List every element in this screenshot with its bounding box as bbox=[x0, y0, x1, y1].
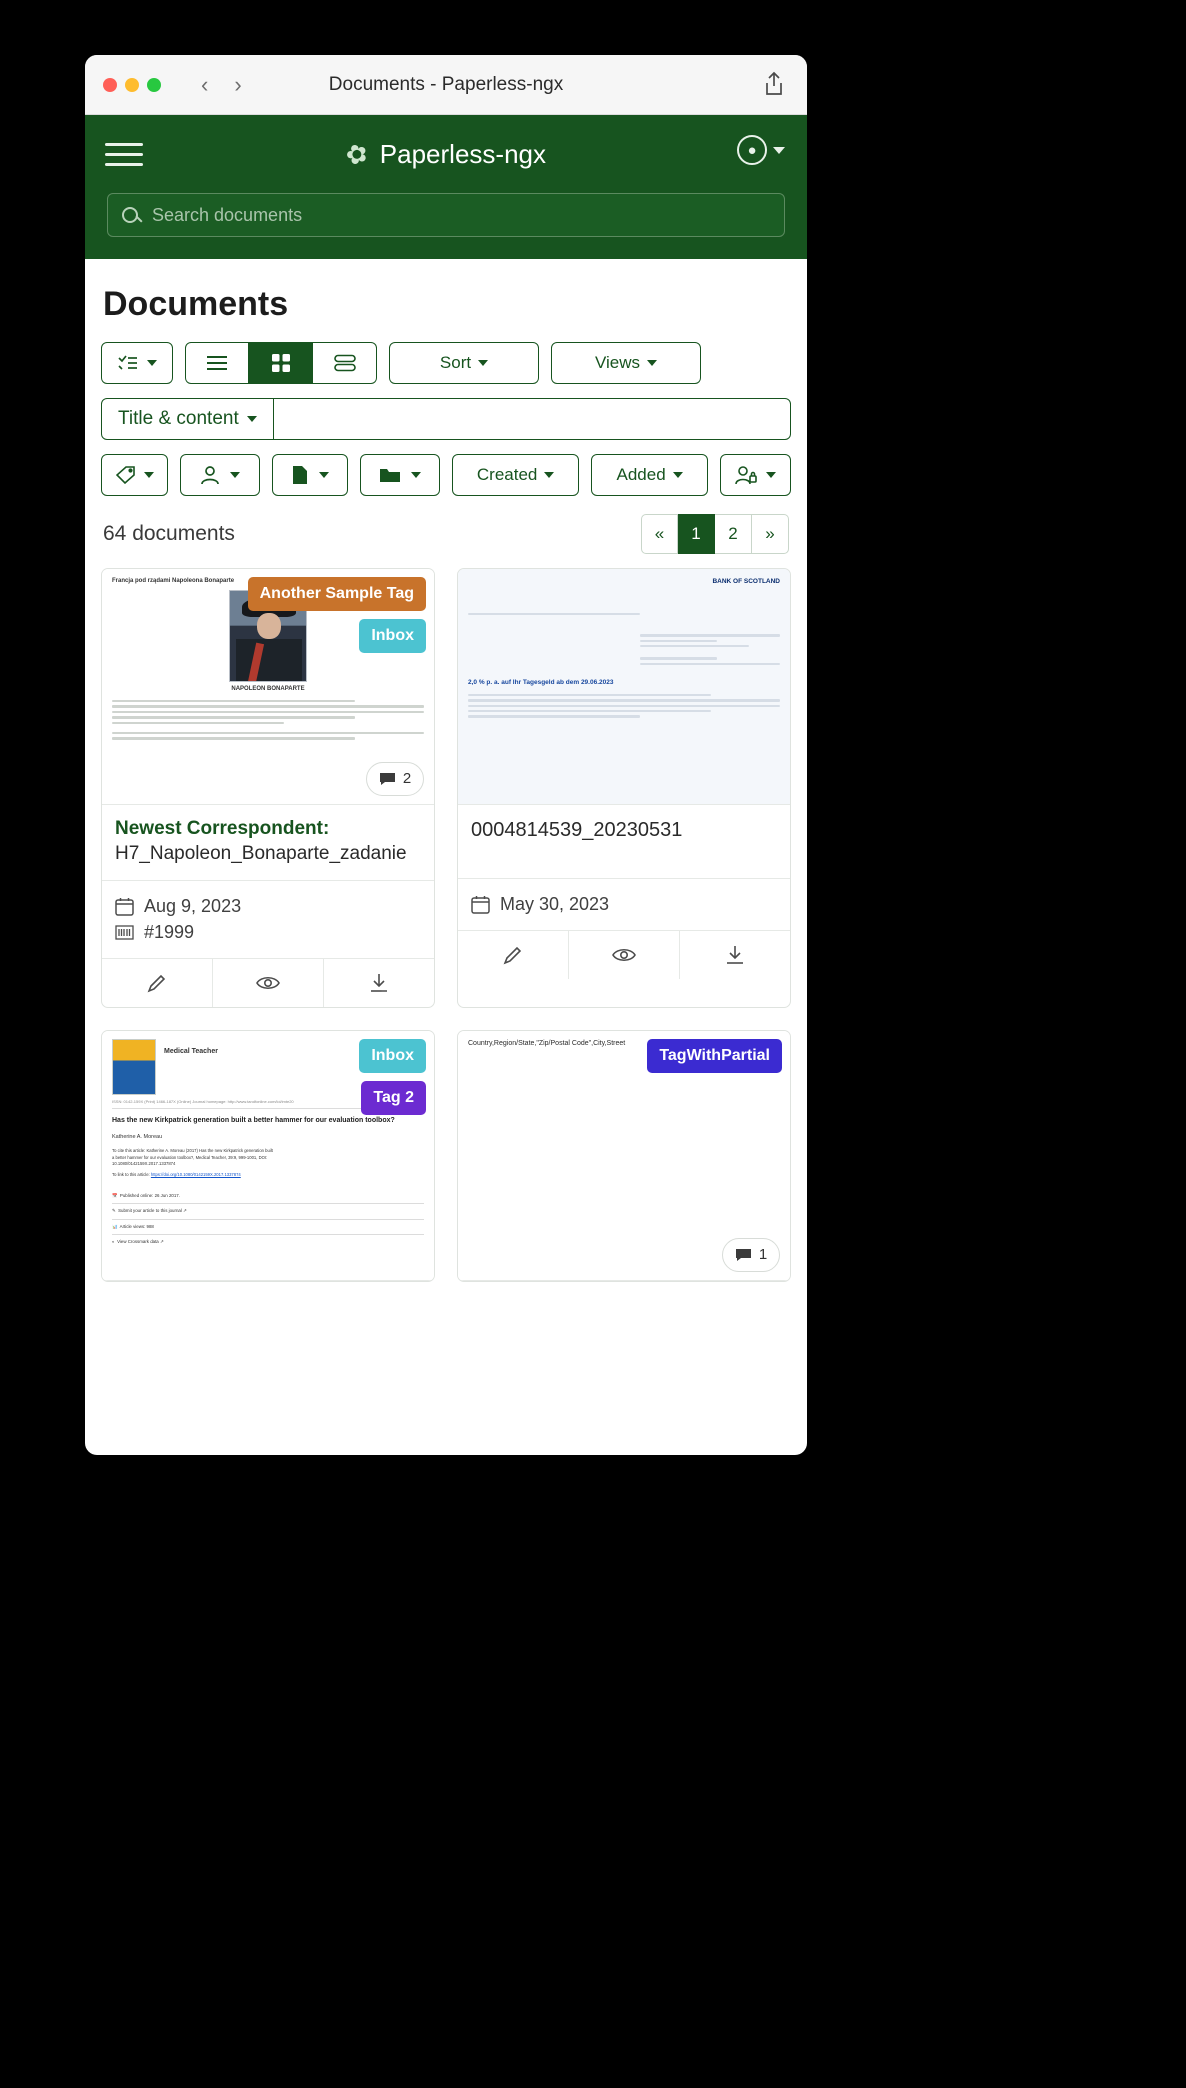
edit-icon[interactable] bbox=[102, 959, 213, 1007]
brand-name: Paperless-ngx bbox=[379, 138, 546, 169]
title-content-label: Title & content bbox=[118, 408, 239, 429]
status-badge[interactable]: Inbox bbox=[359, 1039, 426, 1073]
status-badge[interactable]: Another Sample Tag bbox=[248, 577, 426, 611]
document-count: 64 documents bbox=[103, 522, 235, 545]
document-actions[interactable] bbox=[102, 958, 434, 1007]
filter-tags-dropdown[interactable] bbox=[101, 454, 168, 496]
main-content bbox=[85, 259, 807, 1292]
view-detail-button[interactable] bbox=[313, 342, 377, 384]
created-date-row bbox=[115, 896, 421, 917]
chevron-down-icon bbox=[647, 360, 657, 366]
pagination-next[interactable]: » bbox=[752, 514, 789, 554]
filter-created-dropdown[interactable] bbox=[452, 454, 579, 496]
view-icon[interactable] bbox=[213, 959, 324, 1007]
calendar-icon bbox=[115, 897, 134, 916]
title-content-dropdown[interactable] bbox=[102, 399, 274, 439]
comment-icon bbox=[735, 1248, 752, 1262]
barcode-icon bbox=[115, 924, 134, 941]
comment-count-value: 1 bbox=[758, 1246, 768, 1264]
share-icon[interactable] bbox=[763, 71, 785, 97]
tag-list bbox=[248, 577, 426, 653]
document-title-area[interactable]: Newest Correspondent: H7_Napoleon_Bonaparte_zadanie bbox=[102, 805, 434, 880]
comment-count[interactable] bbox=[722, 1238, 780, 1272]
account-menu[interactable] bbox=[737, 135, 785, 165]
document-card[interactable] bbox=[101, 568, 435, 1008]
journal-cover-image bbox=[112, 1039, 156, 1095]
filter-added-dropdown[interactable] bbox=[591, 454, 708, 496]
leaf-logo-icon: ✿ bbox=[341, 135, 373, 172]
chevron-down-icon bbox=[230, 472, 240, 478]
status-badge[interactable]: Tag 2 bbox=[361, 1081, 426, 1115]
person-icon bbox=[200, 465, 220, 485]
views-label: Views bbox=[594, 353, 641, 372]
thumbnail-caption: NAPOLEON BONAPARTE bbox=[231, 686, 305, 692]
person-lock-icon bbox=[735, 465, 757, 485]
thumbnail-heading: Medical Teacher bbox=[164, 1048, 218, 1056]
brand bbox=[85, 135, 807, 172]
status-badge[interactable]: Inbox bbox=[359, 619, 426, 653]
comment-count[interactable] bbox=[366, 762, 424, 796]
tag-list bbox=[359, 1039, 426, 1115]
list-view-icon bbox=[206, 355, 228, 371]
thumbnail-author: Katherine A. Moreau bbox=[112, 1134, 163, 1141]
download-icon[interactable] bbox=[324, 959, 434, 1007]
app-header bbox=[85, 115, 807, 259]
folder-icon bbox=[379, 466, 401, 484]
pagination-prev[interactable]: « bbox=[641, 514, 678, 554]
view-grid-button[interactable] bbox=[249, 342, 313, 384]
document-thumbnail[interactable]: Medical Teacher ISSN: 0142-159X (Print) 1466-187X (Online) Journal homepage: http://www.tandfonline.com/loi/imte20 Has the new Kirkpatrick generation built a better hammer for our evaluation toolbox? Katherine A. Moreau To cite this article: Katherine A. Moreau (2017) Has the new Kirkpatrick generation built a better hammer for our evaluation toolbox?, Medical Teacher, 39:9, 999-1001, DOI: 10.1080/0142159X.2017.1337874 To link to this article: https://doi.org/10.1080/0142159X.2017.1337874 📅 Published online: 26 Jun 2017. ✎ Submit your article to this journal ↗ 📊 Article views: 988 ◐ View Crossmark data ↗ Inbox Tag 2 bbox=[102, 1031, 434, 1281]
title-content-filter[interactable] bbox=[101, 398, 791, 440]
pagination[interactable] bbox=[641, 514, 789, 554]
thumbnail-caption: Has the new Kirkpatrick generation built a better hammer for our evaluation toolbox? bbox=[112, 1117, 395, 1125]
chevron-down-icon bbox=[147, 360, 157, 366]
page-title-bar: Documents - Paperless-ngx bbox=[328, 73, 564, 95]
chevron-right-icon[interactable]: › bbox=[234, 71, 242, 97]
document-title[interactable]: H7_Napoleon_Bonaparte_zadanie bbox=[115, 842, 407, 864]
status-badge[interactable]: TagWithPartial bbox=[647, 1039, 782, 1073]
created-label: Created bbox=[476, 465, 538, 484]
document-title[interactable]: 0004814539_20230531 bbox=[471, 819, 683, 841]
chevron-down-icon[interactable] bbox=[773, 147, 785, 154]
detail-view-icon bbox=[334, 354, 356, 372]
document-card[interactable] bbox=[457, 568, 791, 1008]
window-titlebar bbox=[85, 55, 807, 115]
filter-permissions-dropdown[interactable] bbox=[720, 454, 791, 496]
calendar-icon bbox=[471, 895, 490, 914]
document-thumbnail[interactable] bbox=[458, 1031, 790, 1281]
chevron-down-icon bbox=[144, 472, 154, 478]
pagination-page-1[interactable]: 1 bbox=[678, 514, 715, 554]
thumbnail-heading: Country,Region/State,"Zip/Postal Code",City,Street bbox=[468, 1040, 626, 1048]
sort-label: Sort bbox=[439, 353, 472, 372]
sort-button[interactable] bbox=[389, 342, 539, 384]
results-summary-row bbox=[103, 514, 789, 554]
hamburger-icon[interactable] bbox=[105, 136, 143, 173]
download-icon[interactable] bbox=[680, 931, 790, 979]
checklist-icon bbox=[118, 355, 138, 371]
chevron-down-icon bbox=[673, 472, 683, 478]
created-date-row bbox=[471, 894, 777, 915]
toolbar-row-filters bbox=[101, 454, 791, 496]
tag-icon bbox=[116, 466, 136, 484]
filter-storage-path-dropdown[interactable] bbox=[360, 454, 440, 496]
grid-view-icon bbox=[271, 353, 291, 373]
chevron-down-icon bbox=[478, 360, 488, 366]
correspondent-label[interactable]: Newest Correspondent bbox=[115, 818, 323, 839]
search-icon bbox=[122, 207, 138, 223]
chevron-left-icon[interactable]: ‹ bbox=[201, 71, 209, 97]
thumbnail-heading: BANK OF SCOTLAND bbox=[712, 578, 780, 585]
pagination-page-2[interactable]: 2 bbox=[715, 514, 752, 554]
document-card[interactable] bbox=[457, 1030, 791, 1282]
view-icon[interactable] bbox=[569, 931, 680, 979]
chevron-down-icon bbox=[247, 416, 257, 422]
created-date: Aug 9, 2023 bbox=[144, 896, 242, 917]
document-meta bbox=[102, 880, 434, 958]
thumbnail-caption: 2,0 % p. a. auf Ihr Tagesgeld ab dem 29.06.2023 bbox=[468, 679, 614, 687]
chevron-down-icon bbox=[411, 472, 421, 478]
search-input[interactable] bbox=[150, 204, 770, 227]
document-card[interactable] bbox=[101, 1030, 435, 1282]
filter-correspondent-dropdown[interactable] bbox=[180, 454, 260, 496]
document-thumbnail[interactable] bbox=[102, 569, 434, 805]
toolbar-row-primary bbox=[101, 342, 791, 384]
views-button[interactable] bbox=[551, 342, 701, 384]
comment-count-value: 2 bbox=[402, 769, 412, 787]
document-thumbnail[interactable] bbox=[458, 569, 790, 805]
asn-value: #1999 bbox=[144, 922, 195, 943]
select-documents-dropdown[interactable] bbox=[101, 342, 173, 384]
document-actions[interactable] bbox=[458, 930, 790, 979]
tag-list bbox=[647, 1039, 782, 1073]
chevron-down-icon bbox=[319, 472, 329, 478]
chevron-down-icon bbox=[766, 472, 776, 478]
created-date: May 30, 2023 bbox=[500, 894, 610, 914]
chevron-down-icon bbox=[544, 472, 554, 478]
asn-row bbox=[115, 922, 421, 943]
view-list-button[interactable] bbox=[185, 342, 249, 384]
filter-document-type-dropdown[interactable] bbox=[272, 454, 348, 496]
comment-icon bbox=[379, 772, 396, 786]
user-circle-icon[interactable]: ● bbox=[737, 135, 767, 165]
toolbar-row-search-field bbox=[101, 398, 791, 440]
view-mode-group[interactable] bbox=[185, 342, 377, 384]
added-label: Added bbox=[616, 465, 666, 484]
thumbnail-heading: Francja pod rządami Napoleona Bonaparte bbox=[112, 578, 235, 584]
document-grid bbox=[101, 568, 791, 1292]
document-icon bbox=[291, 465, 309, 485]
browser-window bbox=[85, 55, 807, 1455]
edit-icon[interactable] bbox=[458, 931, 569, 979]
document-meta bbox=[458, 878, 790, 930]
page-title: Documents bbox=[103, 285, 289, 323]
search-bar[interactable] bbox=[107, 193, 785, 237]
